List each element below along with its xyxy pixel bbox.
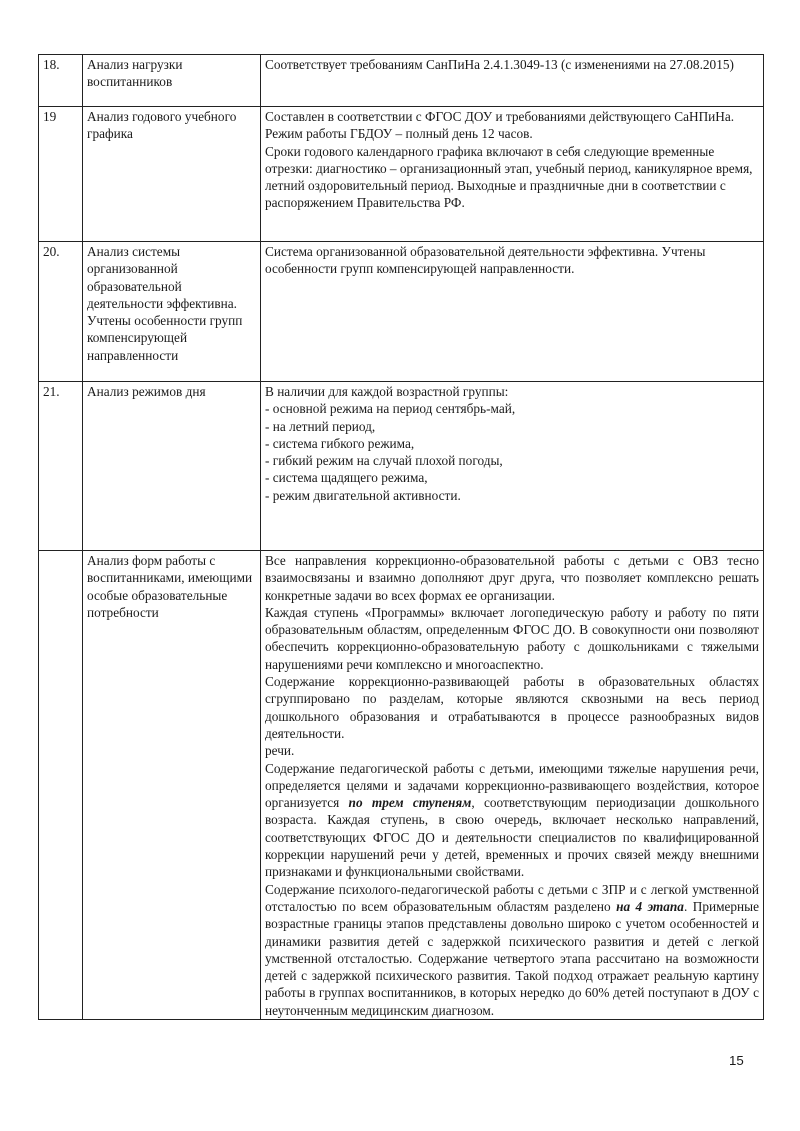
row-number: 18. xyxy=(39,55,83,107)
row-content xyxy=(261,551,764,1020)
list-item: - система щадящего режима, xyxy=(265,470,428,486)
row-title: Анализ годового учебного графика xyxy=(83,107,261,242)
row-title: Анализ форм работы с воспитанниками, имеющими особые образовательные потребности xyxy=(83,551,261,1020)
list-item: - система гибкого режима, xyxy=(265,435,415,451)
list-item: - на летний период, xyxy=(265,418,376,434)
list-item: - основной режима на период сентябрь-май, xyxy=(265,401,516,417)
page-number: 15 xyxy=(729,1053,744,1068)
row-content xyxy=(261,242,764,382)
table-row xyxy=(39,55,764,107)
analysis-table xyxy=(38,54,764,1020)
paragraph-text: , соответствующим периодизации дошкольного возраста. Каждая ступень, в свою очередь, включает несколько направлений, соответствующих ФГОС ДО и деятельности специалистов по квалифицированной коррекции нарушений речи у детей, временных и прочих связей между внешними признаками и функциональными свойствами. xyxy=(265,795,759,880)
content-paragraph: Система организованной образовательной деятельности эффективна. Учтены особенности групп компенсирующей направленности. xyxy=(265,244,706,277)
content-paragraph: Каждая ступень «Программы» включает логопедическую работу и работу по пяти образовательным областям, определенным ФГОС ДО. В совокупности они позволяют обеспечить коррекционно-образовательную работу с дошкольниками с тяжелыми нарушениями речи комплексно и многоаспектно. xyxy=(265,604,759,672)
content-paragraph: Сроки годового календарного графика включают в себя следующие временные отрезки: диагностико – организационный этап, учебный период, каникулярное время, летний оздоровительный период. Выходные и праздничные дни в соответствии с распоряжением Правительства РФ. xyxy=(265,143,753,211)
row-number xyxy=(39,551,83,1020)
content-paragraph: Все направления коррекционно-образовательной работы с детьми с ОВЗ тесно взаимосвязаны и взаимно дополняют друг друга, что позволяет комплексно решать конкретные задачи во всех формах ее организации. xyxy=(265,553,759,603)
table-row xyxy=(39,551,764,1020)
row-number: 19 xyxy=(39,107,83,242)
table-row xyxy=(39,107,764,242)
row-content xyxy=(261,382,764,551)
content-paragraph: Соответствует требованиям СанПиНа 2.4.1.3049-13 (с изменениями на 27.08.2015) xyxy=(265,57,734,72)
paragraph-text: . Примерные возрастные границы этапов представлены довольно широко с учетом особенностей и динамики развития детей с задержкой психического развития и детей с легкой умственной отсталостью. Содержание четвертого этапа рассчитано на возможности детей с задержкой психического развития. Такой подход отражает реальную картину работы в группах воспитанников, в которых нередко до 60% детей поступают в ДОУ с неутонченным медицинским диагнозом. xyxy=(265,898,759,1018)
row-number: 21. xyxy=(39,382,83,551)
content-paragraph xyxy=(265,881,759,1019)
content-paragraph: речи. xyxy=(265,743,295,759)
row-title: Анализ системы организованной образовательной деятельности эффективна. Учтены особенности групп компенсирующей направленности xyxy=(83,242,261,382)
emphasis-text: на 4 этапа xyxy=(616,898,684,914)
row-content xyxy=(261,55,764,107)
emphasis-text: по трем ступеням xyxy=(348,795,472,811)
table-row xyxy=(39,382,764,551)
paragraph-text: Содержание психолого-педагогической работы с детьми с ЗПР и с легкой умственной отсталостью по всем образовательным областям разделено xyxy=(265,881,759,914)
content-paragraph: Содержание коррекционно-развивающей работы в образовательных областях сгруппировано по разделам, которые являются сквозными на весь период дошкольного образования и отрабатываются в процессе разнообразных видов деятельности. xyxy=(265,674,759,741)
content-paragraph xyxy=(265,760,759,881)
list-item: - режим двигательной активности. xyxy=(265,487,461,503)
row-number: 20. xyxy=(39,242,83,382)
regime-list xyxy=(265,400,759,504)
table-row xyxy=(39,242,764,382)
list-intro: В наличии для каждой возрастной группы: xyxy=(265,384,509,399)
paragraph-text: Содержание педагогической работы с детьми, имеющими тяжелые нарушения речи, определяется целями и задачами коррекционно-развивающего воздействия, которое организуется xyxy=(265,760,759,811)
content-paragraph: Составлен в соответствии с ФГОС ДОУ и требованиями действующего СаНПиНа. Режим работы ГБДОУ – полный день 12 часов. xyxy=(265,109,735,142)
row-content xyxy=(261,107,764,242)
list-item: - гибкий режим на случай плохой погоды, xyxy=(265,453,503,469)
row-title: Анализ режимов дня xyxy=(83,382,261,551)
row-title: Анализ нагрузки воспитанников xyxy=(83,55,261,107)
